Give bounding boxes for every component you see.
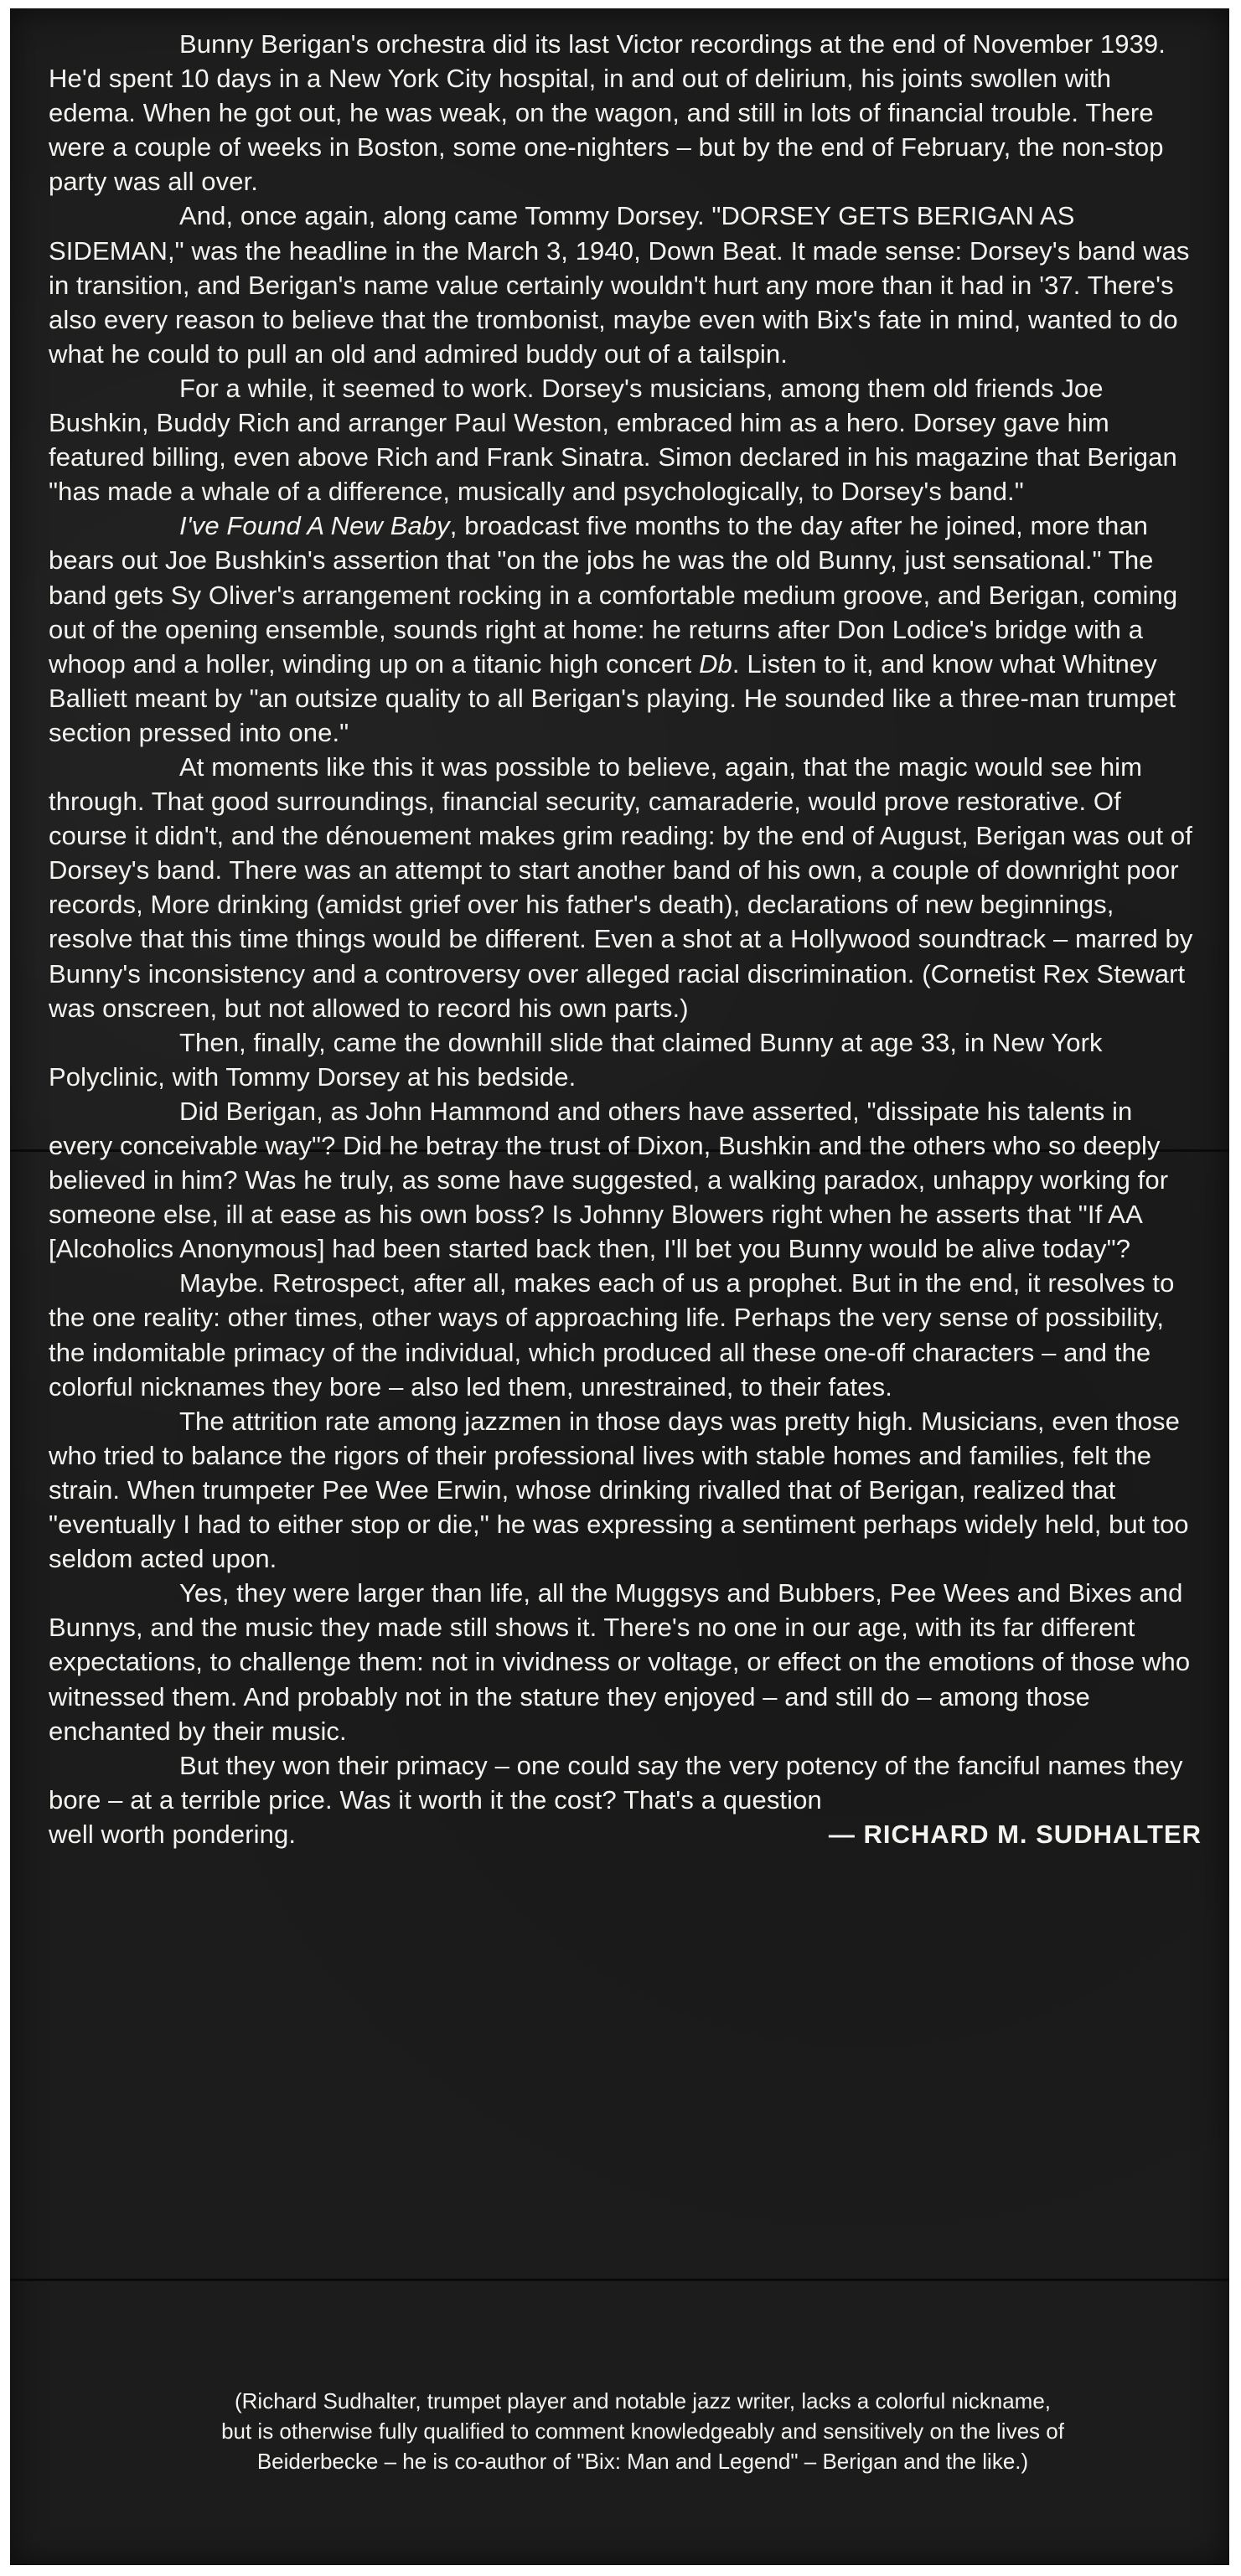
paragraph: Yes, they were larger than life, all the Muggsys and Bubbers, Pee Wees and Bixes and Bunnys, and the music they made still shows it. There's no one in our age, with its far different expectations, to challenge them: not in vividness or voltage, or effect on the emotions of those who witnessed them. And probably not in the stature they enjoyed – and still do – among those enchanted by their music.: [49, 1578, 1191, 1746]
author-note: [77, 2386, 1208, 2476]
closing-line: [49, 1817, 1202, 1851]
author-note-line: (Richard Sudhalter, trumpet player and notable jazz writer, lacks a colorful nickname,: [234, 2388, 1052, 2413]
paragraph: Did Berigan, as John Hammond and others have asserted, "dissipate his talents in every conceivable way"? Did he betray the trust of Dixon, Bushkin and the others who so deeply believed in him? Was he truly, as some have suggested, a walking paradox, unhappy working for someone else, ill at ease as his own boss? Is Johnny Blowers right when he asserts that "If AA [Alcoholics Anonymous] had been started back then, I'll bet you Bunny would be alive today"?: [49, 1096, 1169, 1264]
article-body: [49, 27, 1202, 1851]
article-clipping: [10, 8, 1229, 2565]
author-note-line: Beiderbecke – he is co-author of "Bix: Man and Legend" – Berigan and the like.): [256, 2449, 1029, 2474]
note-name: Db: [699, 648, 732, 679]
paste-seam: [10, 2279, 1229, 2281]
closing-paragraph: But they won their primacy – one could say the very potency of the fanciful names they bore – at a terrible price. Was it worth it the cost? That's a question: [49, 1750, 1183, 1815]
closing-text: well worth pondering.: [49, 1819, 297, 1849]
author-note-line: but is otherwise fully qualified to comment knowledgeably and sensitively on the lives of: [221, 2419, 1064, 2444]
song-title: I've Found A New Baby: [179, 511, 450, 541]
paragraph: At moments like this it was possible to believe, again, that the magic would see him through. That good surroundings, financial security, camaraderie, would prove restorative. Of course it didn't, and the dénouement makes grim reading: by the end of August, Berigan was out of Dorsey's band. There was an attempt to start another band of his own, a couple of downright poor records, More drinking (amidst grief over his father's death), declarations of new beginnings, resolve that this time things would be different. Even a shot at a Hollywood soundtrack – marred by Bunny's inconsistency and a controversy over alleged racial discrimination. (Cornetist Rex Stewart was onscreen, but not allowed to record his own parts.): [49, 751, 1193, 1023]
paragraph: For a while, it seemed to work. Dorsey's musicians, among them old friends Joe Bushkin, Buddy Rich and arranger Paul Weston, embraced him as a hero. Dorsey gave him featured billing, even above Rich and Frank Sinatra. Simon declared in his magazine that Berigan "has made a whale of a difference, musically and psychologically, to Dorsey's band.": [49, 373, 1177, 507]
paragraph-text: . Listen to it, and know what Whitney Balliett meant by "an outsize quality to all Berigan's playing. He sounded like a three-man trumpet section pressed into one.": [49, 648, 1176, 747]
paragraph: The attrition rate among jazzmen in those days was pretty high. Musicians, even those who tried to balance the rigors of their professional lives with stable homes and families, felt the strain. When trumpeter Pee Wee Erwin, whose drinking rivalled that of Berigan, realized that "eventually I had to either stop or die," he was expressing a sentiment perhaps widely held, but too seldom acted upon.: [49, 1406, 1189, 1574]
author-signature: — RICHARD M. SUDHALTER: [828, 1819, 1202, 1849]
paragraph: And, once again, along came Tommy Dorsey. "DORSEY GETS BERIGAN AS SIDEMAN," was the headline in the March 3, 1940, Down Beat. It made sense: Dorsey's band was in transition, and Berigan's name value certainly wouldn't hurt any more than it had in '37. There's also every reason to believe that the trombonist, maybe even with Bix's fate in mind, wanted to do what he could to pull an old and admired buddy out of a tailspin.: [49, 201, 1190, 369]
paragraph: Bunny Berigan's orchestra did its last Victor recordings at the end of November 1939. He'd spent 10 days in a New York City hospital, in and out of delirium, his joints swollen with edema. When he got out, he was weak, on the wagon, and still in lots of financial trouble. There were a couple of weeks in Boston, some one-nighters – but by the end of February, the non-stop party was all over.: [49, 29, 1166, 197]
paragraph: [49, 508, 1202, 750]
paragraph: Maybe. Retrospect, after all, makes each of us a prophet. But in the end, it resolves to the one reality: other times, other ways of approaching life. Perhaps the very sense of possibility, the indomitable primacy of the individual, which produced all these one-off characters – and the colorful nicknames they bore – also led them, unrestrained, to their fates.: [49, 1268, 1175, 1402]
paragraph-text: , broadcast five months to the day after he joined, more than bears out Joe Bushkin's assertion that "on the jobs he was the old Bunny, just sensational." The band gets Sy Oliver's arrangement rocking in a comfortable medium groove, and Berigan, coming out of the opening ensemble, sounds right at home: he returns after Don Lodice's bridge with a whoop and a holler, winding up on a titanic high concert: [49, 511, 1178, 679]
paragraph: Then, finally, came the downhill slide that claimed Bunny at age 33, in New York Polyclinic, with Tommy Dorsey at his bedside.: [49, 1027, 1103, 1092]
